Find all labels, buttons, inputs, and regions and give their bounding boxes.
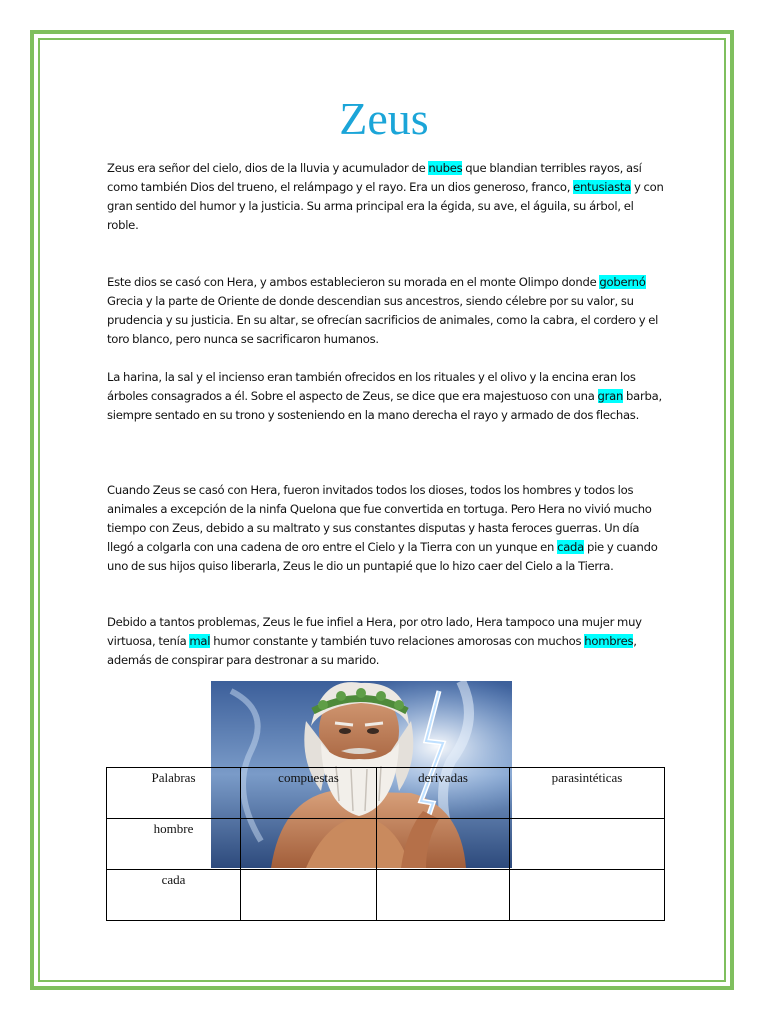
highlighted-word: mal bbox=[189, 634, 211, 648]
document-title: Zeus bbox=[339, 93, 429, 144]
highlighted-word: gran bbox=[597, 389, 624, 403]
paragraph-text: Zeus era señor del cielo, dios de la lluvia y acumulador de bbox=[107, 161, 429, 175]
word-classification-table bbox=[106, 767, 665, 921]
paragraph-2 bbox=[107, 273, 667, 349]
paragraph-text: Debido a tantos problemas, Zeus le fue infiel a Hera, por otro lado, Hera tampoco una mujer muy virtuosa, tenía bbox=[107, 615, 642, 648]
paragraph-text: Grecia y la parte de Oriente de donde descendian sus ancestros, siendo célebre por su valor, su prudencia y su justicia. En su altar, se ofrecían sacrificios de animales, como la cabra, el cordero y el toro blanco, pero nunca se sacrificaron humanos. bbox=[107, 294, 659, 346]
paragraph-1 bbox=[107, 159, 667, 235]
highlighted-word: cada bbox=[557, 540, 585, 554]
table-cell bbox=[377, 819, 510, 870]
table-row bbox=[107, 870, 665, 921]
highlighted-word: hombres bbox=[584, 634, 634, 648]
table-header-cell: compuestas bbox=[241, 768, 377, 819]
table-cell: hombre bbox=[107, 819, 241, 870]
table-header-cell: parasintéticas bbox=[510, 768, 665, 819]
table-cell bbox=[510, 870, 665, 921]
highlighted-word: entusiasta bbox=[573, 180, 632, 194]
paragraph-text: y con gran sentido del humor y la justicia. Su arma principal era la égida, su ave, el águila, su árbol, el roble. bbox=[107, 180, 664, 232]
table-cell bbox=[241, 870, 377, 921]
table-cell: cada bbox=[107, 870, 241, 921]
table-header-cell: derivadas bbox=[377, 768, 510, 819]
highlighted-word: gobernó bbox=[599, 275, 646, 289]
paragraph-text: barba, siempre sentado en su trono y sosteniendo en la mano derecha el rayo y armado de dos flechas. bbox=[107, 389, 662, 422]
paragraph-text: Cuando Zeus se casó con Hera, fueron invitados todos los dioses, todos los hombres y todos los animales a excepción de la ninfa Quelona que fue convertida en tortuga. Pero Hera no vivió mucho tiempo con Zeus, debido a su maltrato y sus constantes disputas y hasta feroces guerras. Un día llegó a colgarla con una cadena de oro entre el Cielo y la Tierra con un yunque en bbox=[107, 483, 652, 554]
paragraph-text: que blandian terribles rayos, así como también Dios del trueno, el relámpago y el rayo. Era un dios generoso, franco, bbox=[107, 161, 642, 194]
table-row bbox=[107, 819, 665, 870]
paragraph-text: Este dios se casó con Hera, y ambos establecieron su morada en el monte Olimpo donde bbox=[107, 275, 600, 289]
paragraph-text: humor constante y también tuvo relaciones amorosas con muchos bbox=[210, 634, 585, 648]
paragraph-text: La harina, la sal y el incienso eran también ofrecidos en los rituales y el olivo y la encina eran los árboles consagrados a él. Sobre el aspecto de Zeus, se dice que era majestuoso con una bbox=[107, 370, 636, 403]
paragraph-text: , además de conspirar para destronar a su marido. bbox=[107, 634, 637, 667]
highlighted-word: nubes bbox=[428, 161, 463, 175]
paragraph-text: pie y cuando uno de sus hijos quiso liberarla, Zeus le dio un puntapié que lo hizo caer del Cielo a la Tierra. bbox=[107, 540, 658, 573]
table-cell bbox=[377, 870, 510, 921]
paragraph-5 bbox=[107, 613, 667, 670]
table-cell bbox=[241, 819, 377, 870]
table-cell bbox=[510, 819, 665, 870]
paragraph-4 bbox=[107, 481, 667, 576]
table-header-cell: Palabras bbox=[107, 768, 241, 819]
table-header-row bbox=[107, 768, 665, 819]
paragraph-3 bbox=[107, 368, 667, 425]
